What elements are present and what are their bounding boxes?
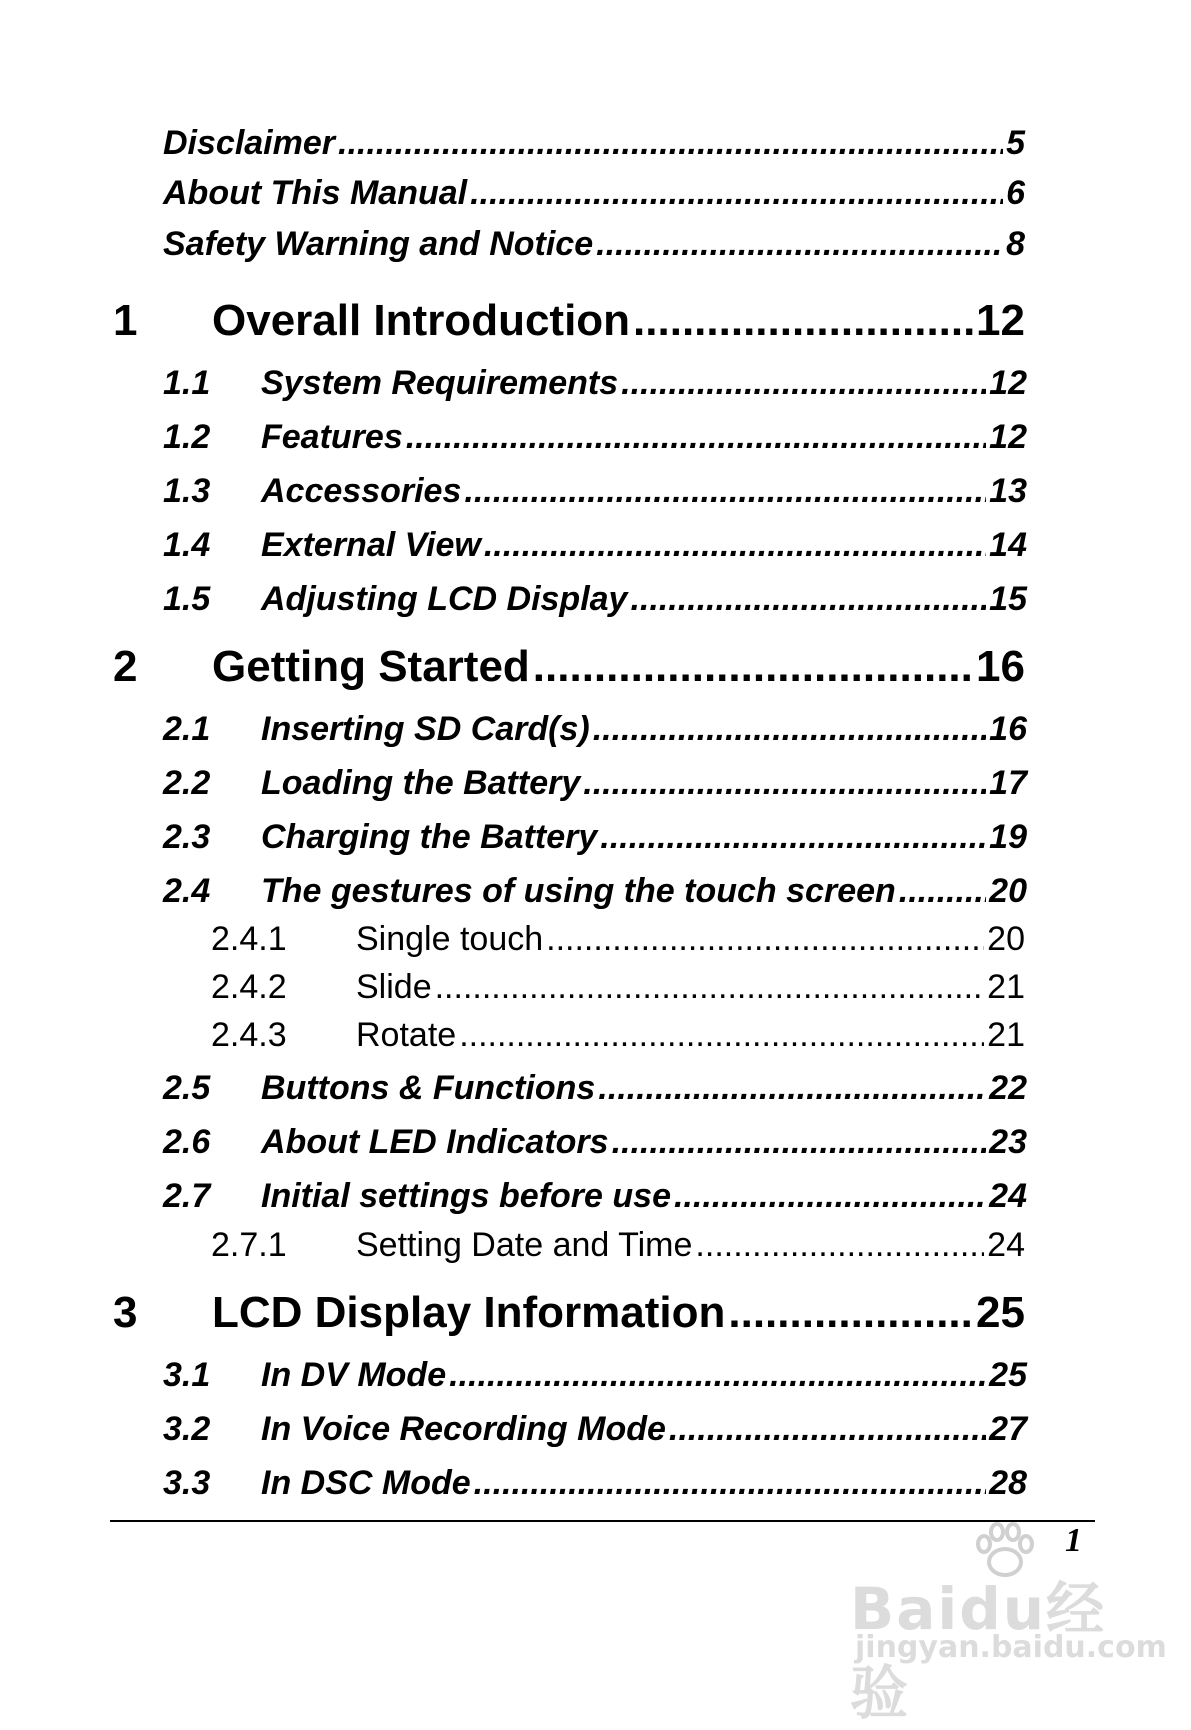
section-page: 14	[989, 526, 1027, 564]
subsection-number: 2.4.3	[211, 1016, 287, 1054]
section-number: 2.1	[163, 710, 211, 748]
toc-section-1-2[interactable]	[163, 418, 1027, 466]
section-title: In DV Mode	[261, 1356, 447, 1394]
subsection-page: 21	[987, 1016, 1025, 1054]
dot-leader	[533, 642, 973, 692]
subsection-title: Rotate	[356, 1016, 457, 1054]
dot-leader	[406, 418, 986, 457]
dot-leader	[338, 124, 1003, 163]
watermark-logo: Baidu经验	[850, 1575, 1107, 1727]
section-title: Buttons & Functions	[261, 1069, 596, 1107]
section-number: 1.4	[163, 526, 211, 564]
section-title: System Requirements	[261, 364, 619, 402]
dot-leader	[546, 920, 984, 959]
chapter-title: Overall Introduction	[212, 296, 631, 345]
chapter-title: LCD Display Information	[212, 1288, 726, 1337]
section-page: 19	[989, 818, 1027, 856]
section-page: 20	[989, 872, 1027, 910]
section-title: Features	[261, 418, 403, 456]
chapter-page: 12	[976, 296, 1025, 345]
toc-section-2-5[interactable]	[163, 1069, 1027, 1117]
section-title: About LED Indicators	[261, 1123, 609, 1161]
toc-section-2-1[interactable]	[163, 710, 1027, 758]
toc-section-1-3[interactable]	[163, 472, 1027, 520]
dot-leader	[474, 1464, 987, 1503]
dot-leader	[596, 225, 1003, 264]
section-page: 24	[989, 1177, 1027, 1215]
dot-leader	[435, 968, 985, 1007]
toc-entry-title: Disclaimer	[163, 124, 335, 162]
toc-section-2-7[interactable]	[163, 1177, 1027, 1225]
page-number: 1	[1065, 1522, 1082, 1559]
section-title: Adjusting LCD Display	[261, 580, 628, 618]
toc-subsection-2-7-1[interactable]	[211, 1226, 1025, 1270]
chapter-title: Getting Started	[212, 642, 530, 691]
subsection-title: Slide	[356, 968, 432, 1006]
section-page: 27	[989, 1410, 1027, 1448]
toc-entry-title: Safety Warning and Notice	[163, 225, 594, 263]
section-page: 13	[989, 472, 1027, 510]
toc-section-1-1[interactable]	[163, 364, 1027, 412]
dot-leader	[470, 174, 1003, 213]
dot-leader	[459, 1016, 984, 1055]
section-number: 1.1	[163, 364, 211, 402]
toc-section-3-2[interactable]	[163, 1410, 1027, 1458]
toc-subsection-2-4-2[interactable]	[211, 968, 1025, 1012]
toc-entry-title: About This Manual	[163, 174, 468, 212]
section-number: 2.5	[163, 1069, 211, 1107]
baidu-watermark	[850, 1520, 1167, 1727]
section-title: Initial settings before use	[261, 1177, 671, 1215]
toc-section-1-5[interactable]	[163, 580, 1027, 628]
toc-section-2-2[interactable]	[163, 764, 1027, 812]
dot-leader	[449, 1356, 986, 1395]
dot-leader	[598, 1069, 986, 1108]
toc-entry-safety-warning[interactable]	[163, 225, 1025, 273]
toc-chapter-1[interactable]	[113, 296, 1025, 356]
section-number: 2.6	[163, 1123, 211, 1161]
subsection-number: 2.4.2	[211, 968, 287, 1006]
section-number: 3.2	[163, 1410, 211, 1448]
dot-leader	[669, 1410, 986, 1449]
toc-section-3-3[interactable]	[163, 1464, 1027, 1512]
section-title: In DSC Mode	[261, 1464, 471, 1502]
dot-leader	[728, 1288, 973, 1338]
section-page: 12	[989, 418, 1027, 456]
toc-section-2-6[interactable]	[163, 1123, 1027, 1171]
chapter-number: 3	[113, 1288, 138, 1337]
section-number: 2.3	[163, 818, 211, 856]
chapter-number: 2	[113, 642, 138, 691]
section-number: 1.5	[163, 580, 211, 618]
subsection-number: 2.4.1	[211, 920, 287, 958]
subsection-title: Setting Date and Time	[356, 1226, 693, 1264]
chapter-page: 16	[976, 642, 1025, 691]
section-title: Accessories	[261, 472, 462, 510]
section-number: 1.3	[163, 472, 211, 510]
section-number: 2.2	[163, 764, 211, 802]
subsection-title: Single touch	[356, 920, 544, 958]
watermark-url: jingyan.baidu.com	[855, 1630, 1167, 1665]
subsection-page: 21	[987, 968, 1025, 1006]
section-page: 17	[989, 764, 1027, 802]
section-number: 3.1	[163, 1356, 211, 1394]
dot-leader	[593, 710, 986, 749]
section-title: Charging the Battery	[261, 818, 598, 856]
toc-section-2-3[interactable]	[163, 818, 1027, 866]
section-title: External View	[261, 526, 481, 564]
subsection-page: 20	[987, 920, 1025, 958]
chapter-page: 25	[976, 1288, 1025, 1337]
dot-leader	[600, 818, 986, 857]
section-title: Loading the Battery	[261, 764, 581, 802]
dot-leader	[899, 872, 986, 911]
section-page: 22	[989, 1069, 1027, 1107]
section-number: 2.7	[163, 1177, 211, 1215]
section-number: 1.2	[163, 418, 211, 456]
toc-entry-about-this-manual[interactable]	[163, 174, 1025, 222]
dot-leader	[612, 1123, 987, 1162]
section-page: 23	[989, 1123, 1027, 1161]
section-page: 16	[989, 710, 1027, 748]
dot-leader	[583, 764, 986, 803]
toc-section-1-4[interactable]	[163, 526, 1027, 574]
section-page: 15	[989, 580, 1027, 618]
toc-chapter-3[interactable]	[113, 1288, 1025, 1348]
dot-leader	[630, 580, 986, 619]
section-title: Inserting SD Card(s)	[261, 710, 590, 748]
section-page: 28	[989, 1464, 1027, 1502]
dot-leader	[674, 1177, 986, 1216]
section-title: In Voice Recording Mode	[261, 1410, 666, 1448]
dot-leader	[484, 526, 986, 565]
toc-section-2-4[interactable]	[163, 872, 1027, 920]
section-number: 3.3	[163, 1464, 211, 1502]
dot-leader	[633, 296, 973, 346]
toc-entry-page: 5	[1006, 124, 1025, 162]
dot-leader	[464, 472, 986, 511]
section-page: 25	[989, 1356, 1027, 1394]
section-page: 12	[989, 364, 1027, 402]
toc-entry-page: 8	[1006, 225, 1025, 263]
toc-subsection-2-4-1[interactable]	[211, 920, 1025, 964]
section-title: The gestures of using the touch screen	[261, 872, 896, 910]
toc-section-3-1[interactable]	[163, 1356, 1027, 1404]
toc-entry-page: 6	[1006, 174, 1025, 212]
subsection-page: 24	[987, 1226, 1025, 1264]
chapter-number: 1	[113, 296, 138, 345]
subsection-number: 2.7.1	[211, 1226, 287, 1264]
toc-subsection-2-4-3[interactable]	[211, 1016, 1025, 1060]
toc-chapter-2[interactable]	[113, 642, 1025, 702]
toc-entry-disclaimer[interactable]	[163, 124, 1025, 172]
section-number: 2.4	[163, 872, 211, 910]
dot-leader	[695, 1226, 984, 1265]
dot-leader	[621, 364, 986, 403]
